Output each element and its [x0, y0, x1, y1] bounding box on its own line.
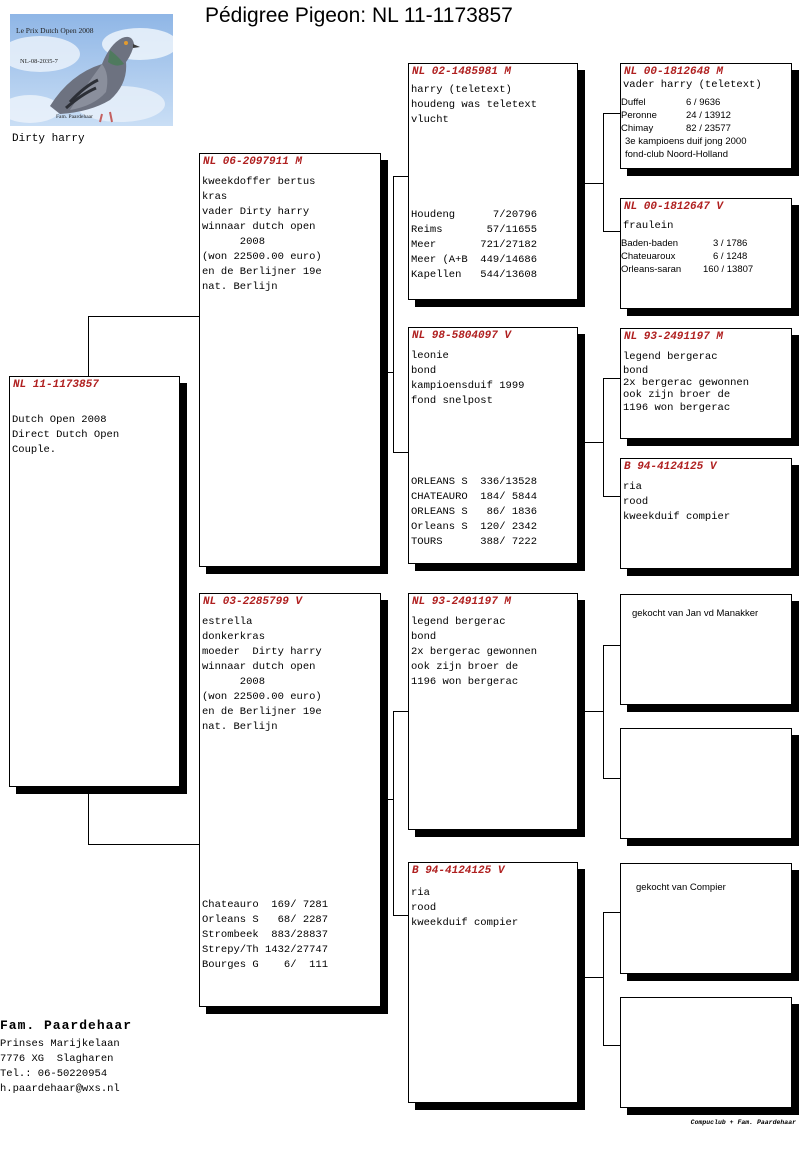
mother-notes: [202, 615, 322, 735]
connector: [393, 452, 408, 453]
photo-caption-bottom: Fam. Paardehaar: [56, 114, 93, 120]
owner-street: Prinses Marijkelaan: [0, 1038, 120, 1050]
note-line: 1196 won bergerac: [623, 402, 731, 414]
note-line: estrella: [202, 616, 253, 628]
race-result: 160 / 13807: [703, 264, 754, 275]
race-result: 82 / 23577: [686, 123, 731, 134]
connector: [603, 378, 604, 496]
connector: [584, 442, 604, 443]
connector: [88, 316, 199, 317]
mf-notes: [411, 615, 537, 690]
note-line: Couple.: [12, 444, 57, 456]
note-line: kampioensduif 1999: [411, 380, 525, 392]
subject-notes: [12, 413, 119, 458]
mother-results: [202, 898, 328, 973]
connector: [603, 1045, 621, 1046]
note-line: fond-club Noord-Holland: [625, 149, 728, 160]
connector: [584, 977, 604, 978]
note-line: en de Berlijner 19e: [202, 266, 322, 278]
connector: [88, 786, 89, 844]
note-line: vader Dirty harry: [202, 206, 310, 218]
note-line: kweekduif compier: [623, 511, 731, 523]
note-line: donkerkras: [202, 631, 266, 643]
connector: [88, 316, 89, 376]
note-line: legend bergerac: [623, 351, 718, 363]
result-row: [621, 109, 746, 122]
mmf-box: [620, 863, 792, 974]
ffm-ring: NL 00-1812647 V: [624, 201, 724, 213]
mm-box: [408, 862, 578, 1103]
fm-notes: [411, 349, 524, 409]
result-line: Orleans S 120/ 2342: [411, 521, 538, 533]
connector: [603, 778, 621, 779]
mmm-box: [620, 997, 792, 1108]
connector: [603, 912, 621, 913]
note-line: ook zijn broer de: [623, 389, 731, 401]
connector: [393, 711, 394, 915]
race-place: Baden-baden: [621, 238, 679, 249]
connector: [393, 711, 408, 712]
result-row: [621, 122, 746, 135]
note-line: kweekduif compier: [411, 917, 519, 929]
connector: [603, 113, 621, 114]
note-line: (won 22500.00 euro): [202, 251, 322, 263]
mf-ring: NL 93-2491197 M: [412, 596, 512, 608]
race-result: 6 / 9636: [686, 97, 721, 108]
fmm-box: [620, 458, 792, 569]
result-line: Strombeek 883/28837: [202, 929, 329, 941]
fmm-notes: [623, 480, 730, 525]
note-line: houdeng was teletext: [411, 99, 538, 111]
result-row: [621, 96, 746, 109]
note-line: bond: [623, 365, 649, 377]
mother-box: [199, 593, 381, 1007]
result-row: [621, 263, 753, 276]
note-line: Dutch Open 2008: [12, 414, 107, 426]
connector: [584, 711, 604, 712]
result-line: Orleans S 68/ 2287: [202, 914, 329, 926]
connector: [603, 912, 604, 1045]
result-line: Kapellen 544/13608: [411, 269, 538, 281]
ffm-name: fraulein: [623, 220, 674, 232]
race-place: Orleans-saran: [621, 264, 682, 275]
note-line: 2x bergerac gewonnen: [411, 646, 538, 658]
note-line: rood: [411, 902, 437, 914]
fff-name: vader harry (teletext): [623, 79, 762, 91]
page-title: Pédigree Pigeon: NL 11-1173857: [205, 4, 513, 27]
ff-ring: NL 02-1485981 M: [412, 66, 512, 78]
connector: [603, 231, 621, 232]
connector: [603, 645, 621, 646]
connector: [603, 113, 604, 231]
note-line: 2008: [202, 676, 266, 688]
note-line: bond: [411, 631, 437, 643]
note-line: (won 22500.00 euro): [202, 691, 322, 703]
pigeon-photo: [10, 14, 173, 126]
connector: [393, 915, 408, 916]
fmm-ring: B 94-4124125 V: [624, 461, 717, 473]
connector: [380, 799, 393, 800]
fm-box: [408, 327, 578, 564]
mother-ring: NL 03-2285799 V: [203, 596, 303, 608]
father-ring: NL 06-2097911 M: [203, 156, 303, 168]
connector: [88, 844, 199, 845]
connector: [584, 183, 604, 184]
note-line: en de Berlijner 19e: [202, 706, 322, 718]
result-line: TOURS 388/ 7222: [411, 536, 538, 548]
connector: [603, 496, 621, 497]
race-result: 24 / 13912: [686, 110, 731, 121]
result-line: Meer 721/27182: [411, 239, 538, 251]
mm-ring: B 94-4124125 V: [412, 865, 505, 877]
result-line: Houdeng 7/20796: [411, 209, 538, 221]
note-line: harry (teletext): [411, 84, 512, 96]
race-place: Peronne: [621, 110, 657, 121]
result-line: Chateauro 169/ 7281: [202, 899, 329, 911]
note-line: winnaar dutch open: [202, 661, 316, 673]
race-place: Chimay: [621, 123, 654, 134]
note-line: Direct Dutch Open: [12, 429, 120, 441]
result-line: ORLEANS S 336/13528: [411, 476, 538, 488]
owner-phone: Tel.: 06-50220954: [0, 1068, 108, 1080]
photo-ring: NL-08-2035-7: [20, 58, 58, 65]
subject-ring: NL 11-1173857: [13, 379, 99, 391]
fmf-notes: [623, 350, 749, 415]
owner-city: 7776 XG Slagharen: [0, 1053, 114, 1065]
note-line: 1196 won bergerac: [411, 676, 519, 688]
mff-box: [620, 594, 792, 705]
ffm-results: [621, 237, 753, 276]
note-line: vlucht: [411, 114, 449, 126]
note-line: nat. Berlijn: [202, 721, 278, 733]
ff-notes: [411, 83, 537, 128]
note-line: legend bergerac: [411, 616, 506, 628]
mmf-note: gekocht van Compier: [636, 882, 726, 893]
result-line: Strepy/Th 1432/27747: [202, 944, 329, 956]
fff-results: [621, 96, 746, 161]
race-place: Chateuaroux: [621, 251, 676, 262]
note-line: 2x bergerac gewonnen: [623, 377, 750, 389]
connector: [603, 645, 604, 778]
owner-address: [0, 1018, 132, 1097]
fff-ring: NL 00-1812648 M: [624, 66, 724, 78]
note-line: 3e kampioens duif jong 2000: [625, 136, 747, 147]
ffm-box: [620, 198, 792, 309]
race-result: 6 / 1248: [713, 251, 748, 262]
result-row: [621, 250, 753, 263]
ff-box: [408, 63, 578, 300]
photo-caption-top: Le Prix Dutch Open 2008: [16, 26, 94, 35]
connector: [603, 378, 621, 379]
note-line: kweekdoffer bertus: [202, 176, 316, 188]
fm-ring: NL 98-5804097 V: [412, 330, 512, 342]
fm-results: [411, 475, 537, 550]
result-line: CHATEAURO 184/ 5844: [411, 491, 538, 503]
result-line: Reims 57/11655: [411, 224, 538, 236]
note-line: nat. Berlijn: [202, 281, 278, 293]
note-line: winnaar dutch open: [202, 221, 316, 233]
result-line: ORLEANS S 86/ 1836: [411, 506, 538, 518]
mf-box: [408, 593, 578, 830]
footer-credit: Compuclub + Fam. Paardehaar: [690, 1119, 796, 1126]
race-result: 3 / 1786: [713, 238, 748, 249]
connector: [380, 372, 393, 373]
connector: [393, 176, 408, 177]
note-line: ook zijn broer de: [411, 661, 519, 673]
fmf-ring: NL 93-2491197 M: [624, 331, 724, 343]
result-line: Meer (A+B 449/14686: [411, 254, 538, 266]
race-place: Duffel: [621, 97, 646, 108]
note-line: moeder Dirty harry: [202, 646, 322, 658]
mff-note: gekocht van Jan vd Manakker: [632, 608, 759, 619]
mfm-box: [620, 728, 792, 839]
mm-notes: [411, 886, 518, 931]
connector: [393, 176, 394, 452]
note-line: kras: [202, 191, 228, 203]
photo-caption: Dirty harry: [12, 133, 85, 145]
subject-box: [9, 376, 180, 787]
owner-name: Fam. Paardehaar: [0, 1018, 133, 1033]
result-row: [621, 237, 753, 250]
owner-email[interactable]: h.paardehaar@wxs.nl: [0, 1083, 120, 1095]
note-line: leonie: [411, 350, 449, 362]
note-line: bond: [411, 365, 437, 377]
fff-box: [620, 63, 792, 169]
note-line: fond snelpost: [411, 395, 493, 407]
note-line: ria: [623, 481, 642, 493]
ff-results: [411, 208, 537, 283]
note-line: 2008: [202, 236, 266, 248]
result-line: Bourges G 6/ 111: [202, 959, 329, 971]
father-notes: [202, 175, 322, 295]
note-line: rood: [623, 496, 649, 508]
fmf-box: [620, 328, 792, 439]
father-box: [199, 153, 381, 567]
note-line: ria: [411, 887, 430, 899]
